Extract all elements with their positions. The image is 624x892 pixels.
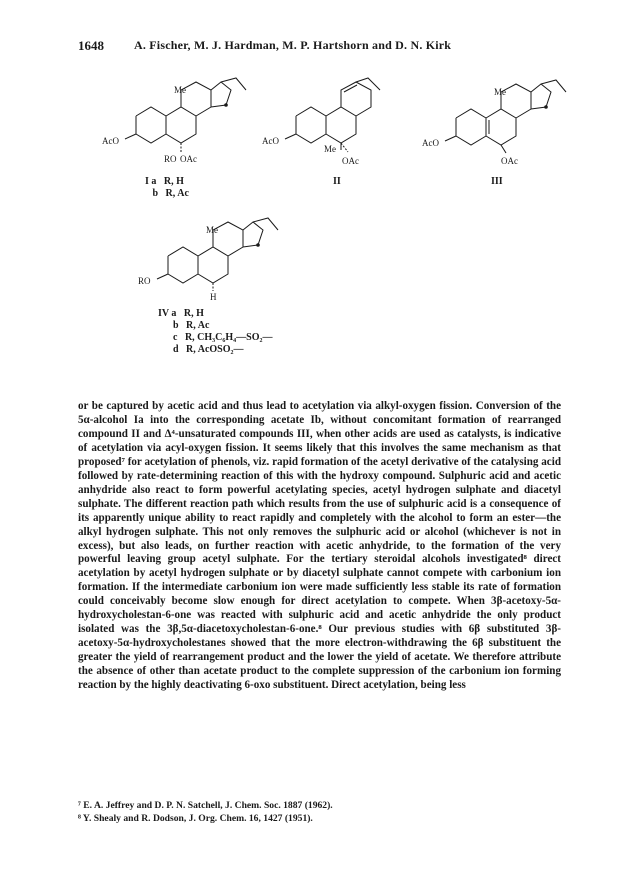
compound-label-IVa: IV a R, H: [158, 308, 204, 319]
oac-label: OAc: [180, 154, 197, 164]
running-head-authors: A. Fischer, M. J. Hardman, M. P. Hartshorn and D. N. Kirk: [134, 38, 452, 52]
body-paragraph: or be captured by acetic acid and thus lead to acetylation via alkyl-oxygen fission. Conversion of the 5α-alcohol Ia into the corresponding acetate Ib, without concomitant formation of rearranged compound II and Δ⁴-unsaturated compounds III, when other acids are used as catalysts, is indicative of acetylation via acyl-oxygen fission. It seems likely that this involves the same mechanism as that proposed⁷ for acetylation of phenols, viz. rapid formation of the acetyl derivative of the catalysing acid followed by rate-determining reaction of this with the hydroxy compound. Sulphuric acid and acetic anhydride also react to form powerful acetylating species, acetyl hydrogen sulphate and diacetyl sulphate. The different reaction path which results from the use of sulphuric acid is a consequence of its apparently unique ability to react rapidly and completely with the alcohol to form an ester—the alkyl hydrogen sulphate. This not only removes the sulphuric acid or alcohol (whichever is not in excess), but also leads, on further reaction with acetic anhydride, to the formation of the very powerful leaving group acetyl sulphate. For the tertiary steroidal alcohols investigated⁸ direct acetylation by acetyl hydrogen sulphate or by diacetyl sulphate cannot compete with carbonium ion formation. If the intermediate carbonium ion were made sufficiently less stable its rate of formation could conceivably become slow enough for direct acetylation to compete. When 3β-acetoxy-5α-hydroxycholestan-6-one was reacted with sulphuric acid and acetic anhydride the only product isolated was the 3β,5α-diacetoxycholestan-6-one.⁸ Our previous studies with 6β substituted 3β-acetoxy-5α-hydroxycholestanes showed that the more electron-withdrawing the 6β substituent the greater the yield of rearrangement product and the lower the yield of acetate. We therefore attribute the absence of other than acetate product to the complete suppression of the carbonium ion forming reaction by the highly deactivating 6-oxo substituent. Direct acetylation, being less: [78, 400, 561, 692]
ro-label: RO: [138, 276, 151, 286]
compound-label-II: II: [333, 176, 341, 187]
structure-IV: [138, 218, 290, 308]
ro-label: RO: [164, 154, 177, 164]
h-label: H: [210, 292, 217, 302]
acetoxy-label: AcO: [102, 136, 119, 146]
structure-I: [102, 78, 258, 173]
acetoxy-label: AcO: [422, 138, 439, 148]
compound-label-IVd: d R, AcOSO₂—: [158, 344, 244, 355]
structure-III: [422, 80, 578, 175]
compound-label-III: III: [491, 176, 503, 187]
footnote-7: ⁷ E. A. Jeffrey and D. P. N. Satchell, J. Chem. Soc. 1887 (1962).: [78, 800, 333, 811]
compound-label-IVc: c R, CH₃C₆H₄—SO₂—: [158, 332, 273, 343]
methyl-label: Me: [174, 85, 186, 95]
methyl-label: Me: [324, 144, 336, 154]
methyl-label: Me: [494, 87, 506, 97]
compound-label-Ia: I a R, H: [145, 176, 184, 187]
footnote-8: ⁸ Y. Shealy and R. Dodson, J. Org. Chem. 16, 1427 (1951).: [78, 812, 313, 824]
acetoxy-label: AcO: [262, 136, 279, 146]
oac-label: OAc: [501, 156, 518, 166]
page-header: [78, 38, 558, 56]
compound-label-Ib: b R, Ac: [145, 188, 189, 199]
methyl-label: Me: [206, 225, 218, 235]
compound-label-IVb: b R, Ac: [158, 320, 210, 331]
structure-II: [262, 78, 418, 173]
oac-label: OAc: [342, 156, 359, 166]
footnotes: [78, 800, 561, 825]
page-number: 1648: [78, 38, 104, 53]
